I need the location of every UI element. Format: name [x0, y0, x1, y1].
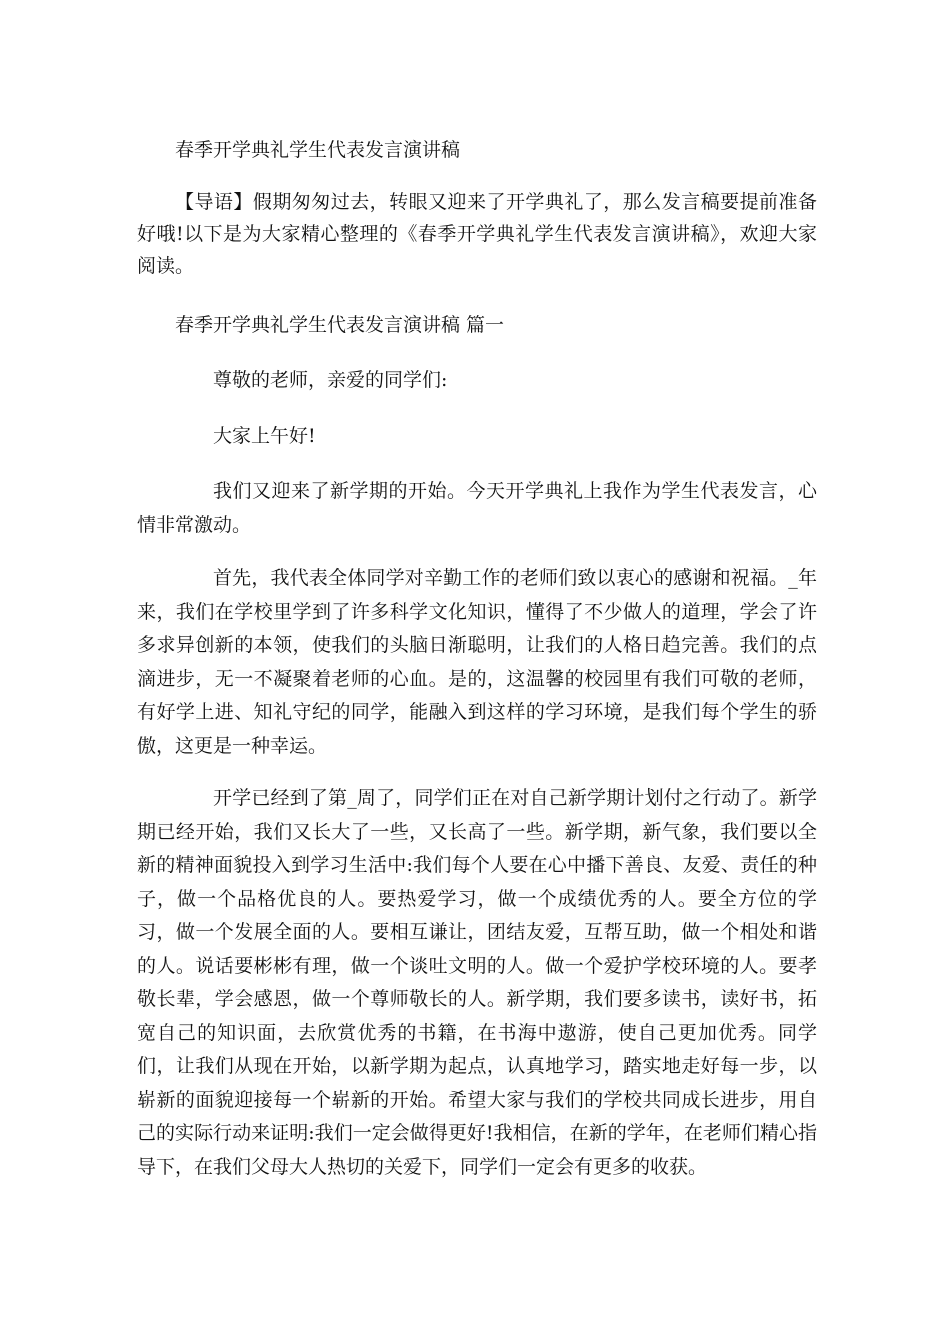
body-paragraph: 首先，我代表全体同学对辛勤工作的老师们致以衷心的感谢和祝福。_年来，我们在学校里学到了许多科学文化知识，懂得了不少做人的道理，学会了许多求异创新的本领，使我们的头脑日渐聪明，让我们的人格日趋完善。我们的点滴进步，无一不凝聚着老师的心血。是的，这温馨的校园里有我们可敬的老师，有好学上进、知礼守纪的同学，能融入到这样的学习环境，是我们每个学生的骄傲，这更是一种幸运。 — [137, 567, 817, 757]
intro-paragraph: 【导语】假期匆匆过去，转眼又迎来了开学典礼了，那么发言稿要提前准备好哦!以下是为大家精心整理的《春季开学典礼学生代表发言演讲稿》，欢迎大家阅读。 — [137, 191, 817, 277]
body-paragraph: 开学已经到了第_周了，同学们正在对自己新学期计划付之行动了。新学期已经开始，我们又长大了一些，又长高了一些。新学期，新气象，我们要以全新的精神面貌投入到学习生活中:我们每个人要在心中播下善良、友爱、责任的种子，做一个品格优良的人。要热爱学习，做一个成绩优秀的人。要全方位的学习，做一个发展全面的人。要相互谦让，团结友爱，互帮互助，做一个相处和谐的人。说话要彬彬有理，做一个谈吐文明的人。做一个爱护学校环境的人。要孝敬长辈，学会感恩，做一个尊师敬长的人。新学期，我们要多读书，读好书，拓宽自己的知识面，去欣赏优秀的书籍，在书海中遨游，使自己更加优秀。同学们，让我们从现在开始，以新学期为起点，认真地学习，踏实地走好每一步，以崭新的面貌迎接每一个崭新的开始。希望大家与我们的学校共同成长进步，用自己的实际行动来证明:我们一定会做得更好!我相信，在新的学年，在老师们精心指导下，在我们父母大人热切的关爱下，同学们一定会有更多的收获。 — [137, 787, 817, 1178]
greeting: 大家上午好! — [213, 425, 316, 447]
salutation: 尊敬的老师，亲爱的同学们: — [213, 369, 448, 391]
section-heading: 春季开学典礼学生代表发言演讲稿 篇一 — [175, 314, 505, 336]
body-paragraph: 我们又迎来了新学期的开始。今天开学典礼上我作为学生代表发言，心情非常激动。 — [137, 480, 817, 536]
document-title: 春季开学典礼学生代表发言演讲稿 — [175, 139, 461, 161]
